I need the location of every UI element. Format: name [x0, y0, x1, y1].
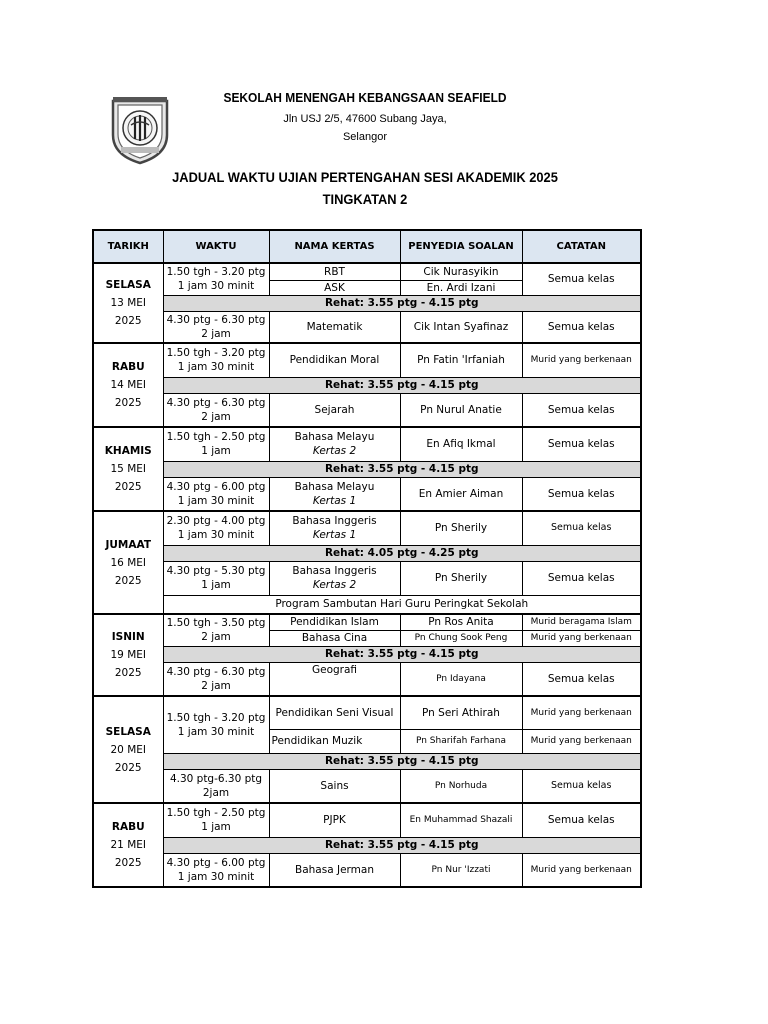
program-row [93, 595, 641, 614]
setter-cell: En. Ardi Izani [400, 280, 522, 295]
document-subtitle: TINGKATAN 2 [322, 191, 408, 207]
time-cell [163, 662, 269, 696]
paper-cell: Pendidikan Islam [269, 614, 400, 630]
date-cell [93, 614, 163, 696]
session-duration: 1 jam 30 minit [177, 361, 255, 374]
session-duration: 2 jam [201, 410, 231, 423]
date-cell [93, 803, 163, 887]
day-date: 20 MEI [110, 743, 146, 756]
day-year: 2025 [114, 857, 142, 869]
setter-cell: Pn Sharifah Farhana [400, 729, 522, 753]
session-duration: 1 jam 30 minit [177, 280, 255, 293]
session-duration: 1 jam [201, 445, 231, 458]
session-duration: 1 jam 30 minit [177, 870, 255, 883]
paper-name: Bahasa Melayu [294, 431, 375, 444]
day-name: JUMAAT [105, 538, 151, 551]
session-time: 4.30 ptg - 6.00 ptg [166, 480, 266, 493]
table-row [93, 427, 641, 461]
date-cell [93, 696, 163, 803]
table-row [93, 769, 641, 803]
table-header-row [93, 230, 641, 263]
session-time: 1.50 tgh - 2.50 ptg [166, 431, 266, 444]
school-address-line1: Jln USJ 2/5, 47600 Subang Jaya, [283, 113, 447, 125]
day-date: 15 MEI [110, 463, 146, 475]
setter-cell: Pn Chung Sook Peng [400, 630, 522, 646]
session-duration: 1 jam 30 minit [177, 725, 255, 738]
note-cell: Murid yang berkenaan [522, 696, 641, 729]
paper-cell: ASK [269, 280, 400, 295]
date-cell [93, 511, 163, 614]
day-name: SELASA [105, 725, 151, 738]
session-time: 1.50 tgh - 3.20 ptg [166, 347, 266, 360]
note-cell: Semua kelas [522, 263, 641, 295]
time-cell [163, 769, 269, 803]
setter-cell: Pn Sherily [400, 561, 522, 595]
session-time: 4.30 ptg - 6.00 ptg [166, 856, 266, 869]
time-cell [163, 614, 269, 646]
session-time: 4.30 ptg - 5.30 ptg [166, 565, 266, 577]
table-row [93, 662, 641, 696]
rest-label: Rehat: 4.05 ptg - 4.25 ptg [163, 545, 641, 561]
session-duration: 1 jam 30 minit [177, 494, 255, 507]
day-year: 2025 [114, 481, 142, 493]
table-row [93, 511, 641, 545]
time-cell [163, 696, 269, 753]
rest-row [93, 753, 641, 769]
day-date: 21 MEI [110, 839, 146, 851]
table-row [93, 803, 641, 837]
note-cell: Semua kelas [522, 393, 641, 427]
session-duration: 2 jam [201, 327, 231, 340]
table-row [93, 311, 641, 343]
paper-cell: Matematik [269, 311, 400, 343]
setter-cell: Pn Nur 'Izzati [400, 853, 522, 887]
session-time: 2.30 ptg - 4.00 ptg [166, 515, 266, 528]
rest-label: Rehat: 3.55 ptg - 4.15 ptg [163, 377, 641, 393]
session-time: 4.30 ptg-6.30 ptg [169, 772, 263, 785]
day-year: 2025 [114, 667, 142, 679]
day-name: ISNIN [111, 631, 145, 643]
note-cell: Semua kelas [522, 769, 641, 803]
note-cell: Semua kelas [522, 511, 641, 545]
time-cell [163, 311, 269, 343]
time-cell [163, 427, 269, 461]
day-year: 2025 [114, 574, 142, 587]
table-row [93, 343, 641, 377]
date-cell [93, 427, 163, 511]
setter-cell: Cik Nurasyikin [400, 263, 522, 280]
note-cell: Semua kelas [522, 311, 641, 343]
time-cell [163, 803, 269, 837]
session-duration: 1 jam 30 minit [177, 529, 255, 542]
note-cell: Murid yang berkenaan [522, 729, 641, 753]
day-date: 19 MEI [110, 649, 146, 661]
paper-name: Bahasa Melayu [294, 480, 375, 493]
rest-row [93, 646, 641, 662]
day-date: 16 MEI [110, 556, 146, 569]
session-time: 1.50 tgh - 3.20 ptg [166, 266, 266, 279]
day-date: 13 MEI [110, 297, 146, 309]
note-cell: Semua kelas [522, 561, 641, 595]
setter-cell: En Amier Aiman [400, 477, 522, 511]
note-cell: Semua kelas [522, 477, 641, 511]
session-time: 4.30 ptg - 6.30 ptg [166, 313, 266, 326]
rest-row [93, 295, 641, 311]
col-header-catatan: CATATAN [522, 230, 641, 263]
rest-label: Rehat: 3.55 ptg - 4.15 ptg [163, 646, 641, 662]
time-cell [163, 853, 269, 887]
day-name: RABU [111, 361, 145, 373]
program-label: Program Sambutan Hari Guru Peringkat Sekolah [163, 595, 641, 614]
paper-cell: Sains [269, 769, 400, 803]
paper-part: Kertas 2 [312, 579, 357, 591]
paper-part: Kertas 1 [312, 494, 357, 507]
note-cell: Murid yang berkenaan [522, 853, 641, 887]
rest-label: Rehat: 3.55 ptg - 4.15 ptg [163, 753, 641, 769]
note-cell: Murid yang berkenaan [522, 630, 641, 646]
table-row [93, 477, 641, 511]
table-row [93, 853, 641, 887]
setter-cell: Pn Norhuda [400, 769, 522, 803]
school-name: SEKOLAH MENENGAH KEBANGSAAN SEAFIELD [223, 90, 507, 105]
table-row [93, 561, 641, 595]
paper-part: Kertas 2 [312, 445, 357, 458]
paper-cell [269, 561, 400, 595]
setter-cell: Pn Idayana [400, 662, 522, 696]
session-duration: 2 jam [201, 631, 231, 644]
exam-timetable [92, 229, 642, 888]
table-row [93, 393, 641, 427]
setter-cell: En Afiq Ikmal [400, 427, 522, 461]
date-cell [93, 263, 163, 343]
paper-cell: Pendidikan Moral [269, 343, 400, 377]
col-header-tarikh: TARIKH [93, 230, 163, 263]
setter-cell: En Muhammad Shazali [400, 803, 522, 837]
note-cell: Murid yang berkenaan [522, 343, 641, 377]
school-logo [109, 95, 171, 165]
day-date: 14 MEI [110, 379, 146, 391]
paper-cell: Geografi [269, 662, 400, 696]
session-time: 1.50 tgh - 3.20 ptg [166, 711, 266, 724]
paper-part: Kertas 1 [312, 529, 357, 542]
time-cell [163, 511, 269, 545]
table-row [93, 696, 641, 729]
rest-row [93, 545, 641, 561]
rest-row [93, 837, 641, 853]
session-time: 4.30 ptg - 6.30 ptg [166, 396, 266, 409]
session-time: 4.30 ptg - 6.30 ptg [166, 665, 266, 678]
rest-label: Rehat: 3.55 ptg - 4.15 ptg [163, 461, 641, 477]
time-cell [163, 263, 269, 295]
day-name: RABU [111, 821, 145, 833]
time-cell [163, 343, 269, 377]
setter-cell: Pn Ros Anita [400, 614, 522, 630]
document-title: JADUAL WAKTU UJIAN PERTENGAHAN SESI AKADEMIK 2025 [172, 169, 558, 185]
day-name: SELASA [105, 279, 151, 291]
table-row [93, 614, 641, 630]
paper-cell: Pendidikan Seni Visual [269, 696, 400, 729]
paper-cell: PJPK [269, 803, 400, 837]
paper-cell: Bahasa Cina [269, 630, 400, 646]
note-cell: Semua kelas [522, 662, 641, 696]
session-time: 1.50 tgh - 2.50 ptg [166, 807, 266, 820]
time-cell [163, 393, 269, 427]
note-cell: Semua kelas [522, 427, 641, 461]
time-cell [163, 477, 269, 511]
paper-name: Bahasa Inggeris [292, 515, 377, 528]
session-duration: 2jam [202, 786, 230, 799]
col-header-penyedia-soalan: PENYEDIA SOALAN [400, 230, 522, 263]
rest-label: Rehat: 3.55 ptg - 4.15 ptg [163, 295, 641, 311]
session-time: 1.50 tgh - 3.50 ptg [166, 617, 266, 630]
session-duration: 2 jam [201, 679, 231, 692]
paper-cell [269, 511, 400, 545]
day-year: 2025 [114, 761, 142, 774]
rest-label: Rehat: 3.55 ptg - 4.15 ptg [163, 837, 641, 853]
setter-cell: Pn Nurul Anatie [400, 393, 522, 427]
setter-cell: Pn Seri Athirah [400, 696, 522, 729]
day-name: KHAMIS [104, 445, 152, 457]
paper-name: Bahasa Inggeris [292, 565, 377, 577]
rest-row [93, 461, 641, 477]
note-cell: Murid beragama Islam [522, 614, 641, 630]
table-row [93, 263, 641, 280]
time-cell [163, 561, 269, 595]
paper-cell: Sejarah [269, 393, 400, 427]
paper-cell [269, 477, 400, 511]
school-address-line2: Selangor [342, 131, 388, 143]
paper-cell: Pendidikan Muzik [269, 729, 400, 753]
date-cell [93, 343, 163, 427]
setter-cell: Cik Intan Syafinaz [400, 311, 522, 343]
col-header-nama-kertas: NAMA KERTAS [269, 230, 400, 263]
note-cell: Semua kelas [522, 803, 641, 837]
setter-cell: Pn Sherily [400, 511, 522, 545]
setter-cell: Pn Fatin 'Irfaniah [400, 343, 522, 377]
paper-cell: Bahasa Jerman [269, 853, 400, 887]
col-header-waktu: WAKTU [163, 230, 269, 263]
paper-cell: RBT [269, 263, 400, 280]
session-duration: 1 jam [201, 579, 231, 591]
day-year: 2025 [114, 315, 142, 327]
paper-cell [269, 427, 400, 461]
day-year: 2025 [114, 397, 142, 409]
session-duration: 1 jam [201, 821, 231, 834]
rest-row [93, 377, 641, 393]
